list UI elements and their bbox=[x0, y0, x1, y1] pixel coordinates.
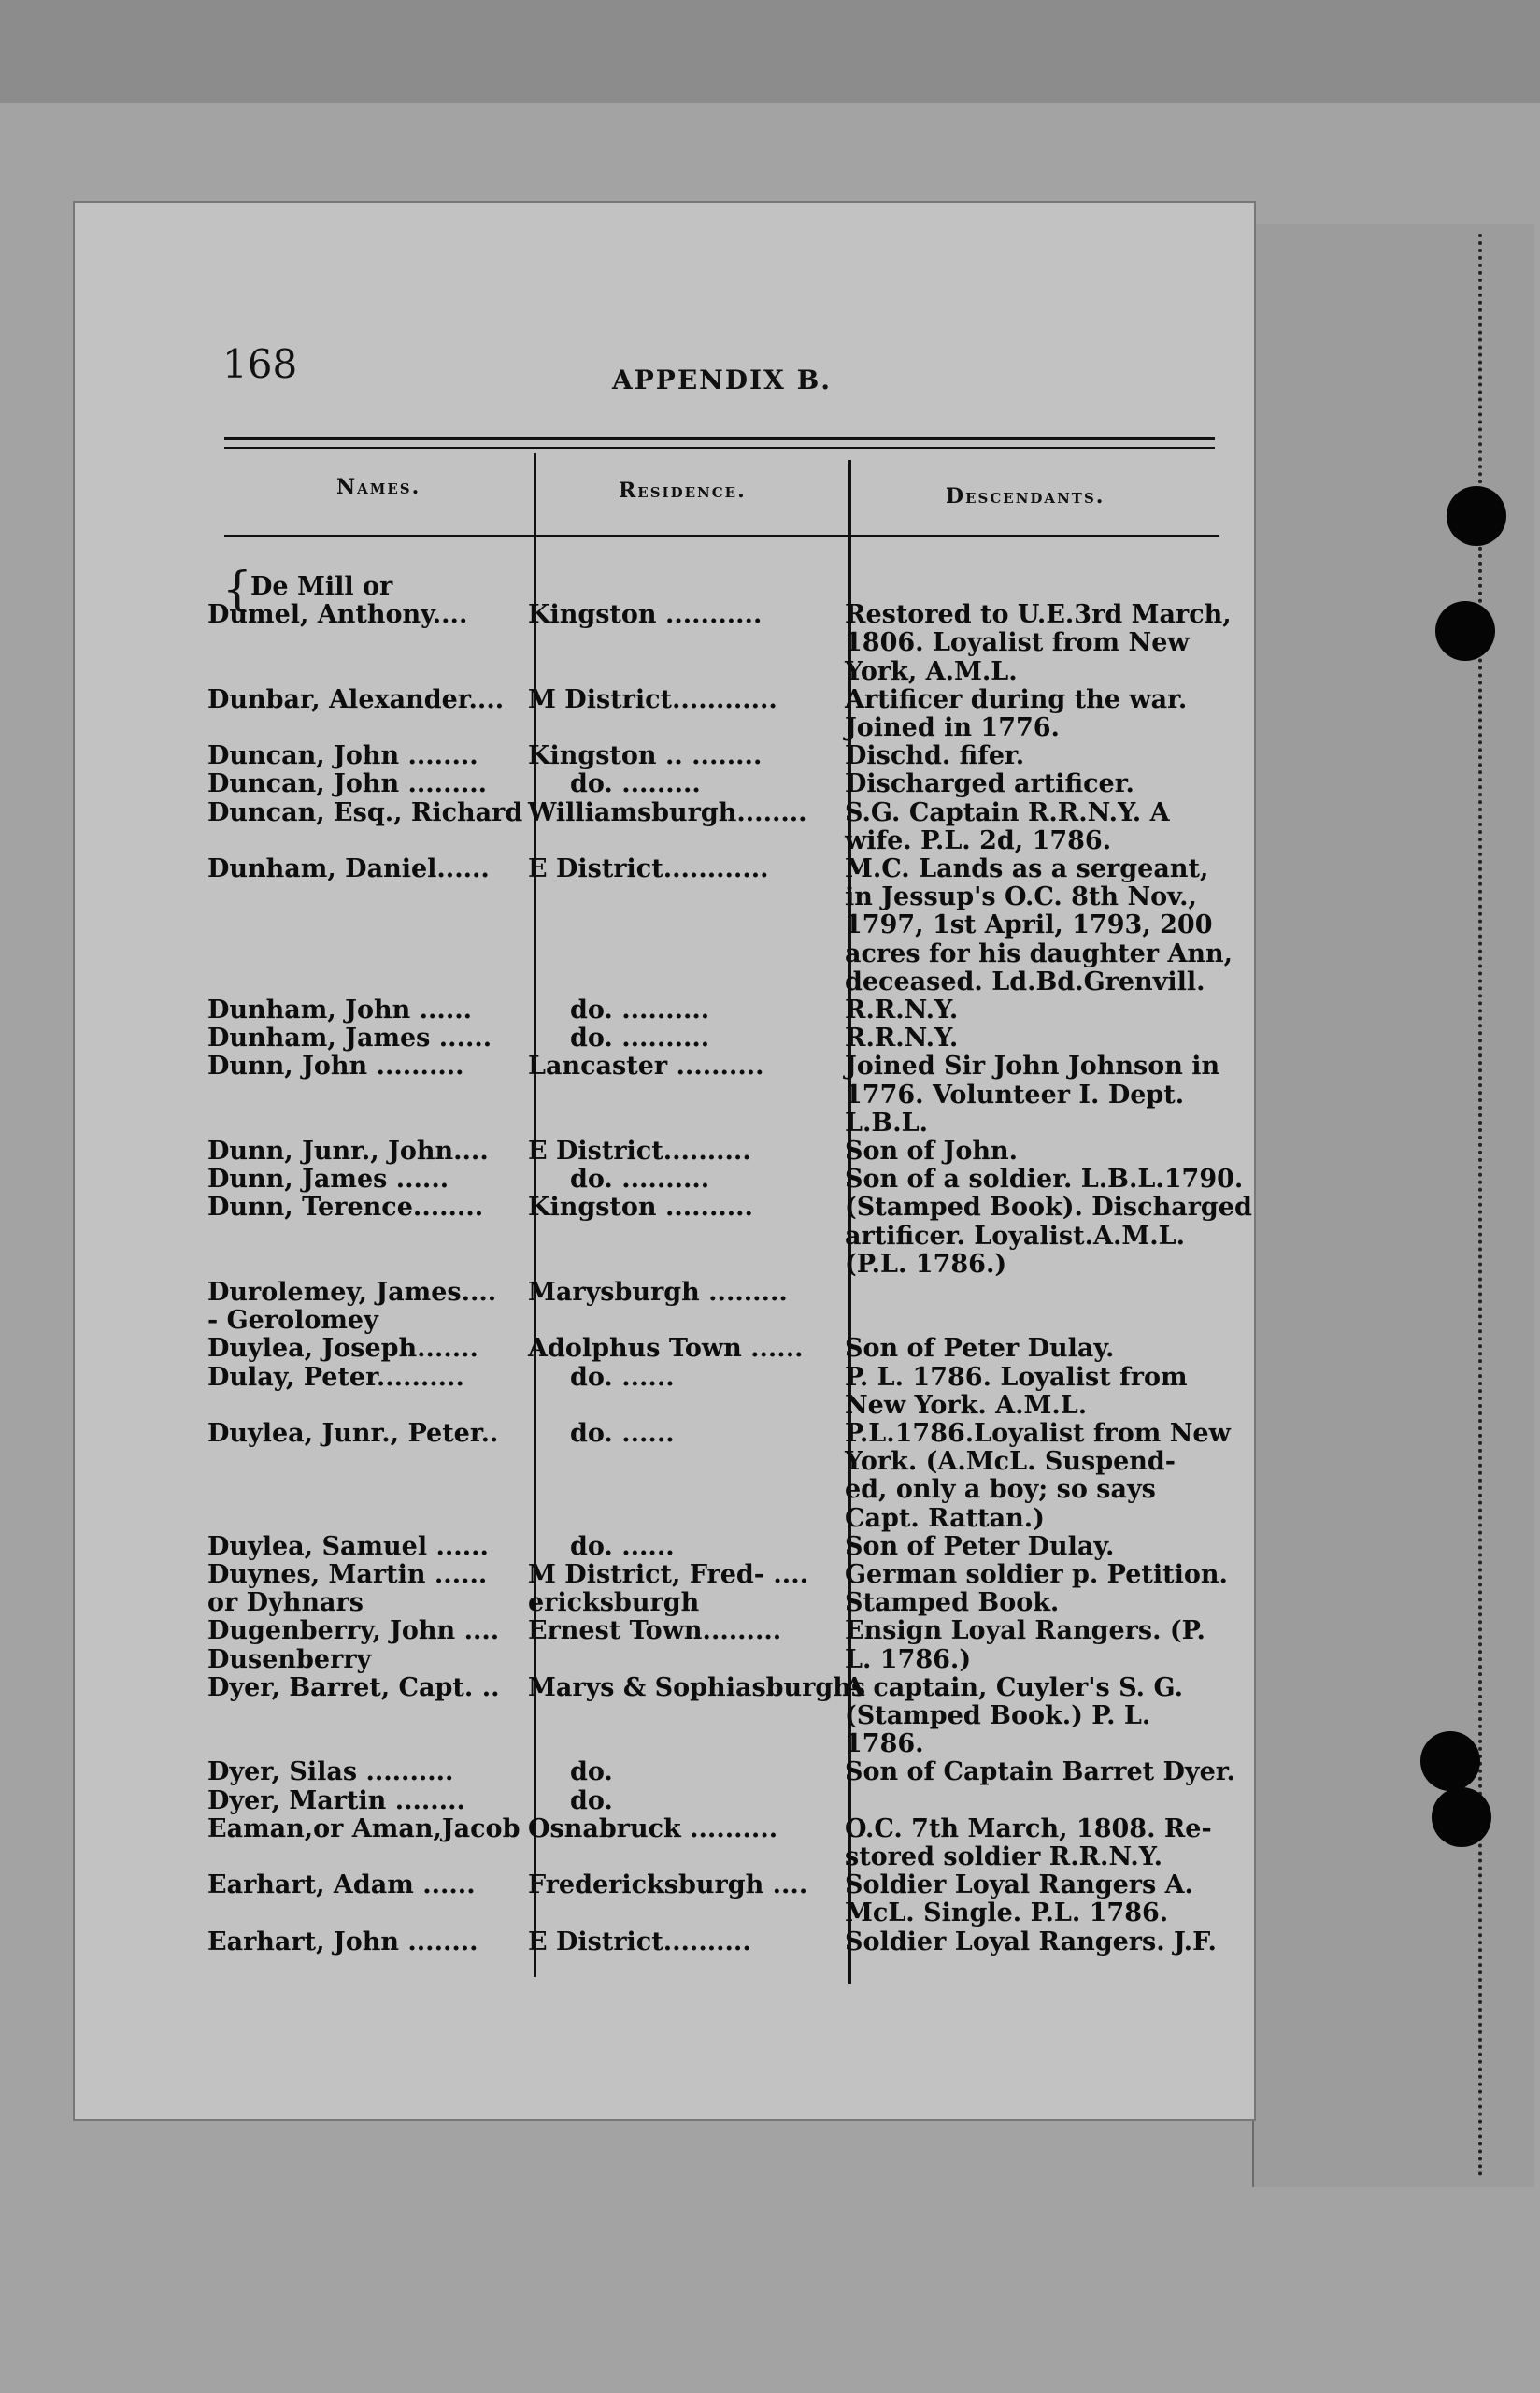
punch-hole bbox=[1447, 486, 1506, 546]
descendants-cell: O.C. 7th March, 1808. Re- bbox=[845, 1813, 1212, 1843]
name-cell: Dunn, James ...... bbox=[207, 1165, 449, 1195]
residence-cell: M District............ bbox=[528, 684, 777, 714]
name-cell: Dunham, John ...... bbox=[207, 996, 473, 1025]
name-cell: - Gerolomey bbox=[207, 1306, 378, 1336]
header-bottom-rule bbox=[224, 535, 1219, 537]
name-cell: or Dyhnars bbox=[207, 1588, 364, 1618]
descendants-cell: Ensign Loyal Rangers. (P. bbox=[845, 1616, 1205, 1646]
descendants-cell: (Stamped Book). Discharged bbox=[845, 1193, 1252, 1223]
residence-cell: do. ...... bbox=[570, 1419, 675, 1448]
name-cell: Earhart, Adam ...... bbox=[207, 1870, 476, 1900]
residence-cell: do. ......... bbox=[570, 769, 701, 799]
descendants-cell: (P.L. 1786.) bbox=[845, 1249, 1007, 1279]
name-cell: Dumel, Anthony.... bbox=[207, 600, 468, 630]
name-cell: Dugenberry, John .... bbox=[207, 1616, 500, 1646]
residence-cell: Williamsburgh........ bbox=[528, 797, 807, 827]
column-header-residence: Residence. bbox=[619, 479, 747, 503]
name-cell: Durolemey, James.... bbox=[207, 1278, 497, 1307]
name-cell: Duylea, Junr., Peter.. bbox=[207, 1419, 499, 1448]
name-cell: Dunbar, Alexander.... bbox=[207, 684, 505, 714]
descendants-cell: Son of John. bbox=[845, 1137, 1019, 1166]
descendants-cell: Joined in 1776. bbox=[845, 713, 1060, 742]
descendants-cell: L.B.L. bbox=[845, 1108, 928, 1138]
descendants-cell: S.G. Captain R.R.N.Y. A bbox=[845, 797, 1170, 827]
name-cell: De Mill or bbox=[250, 572, 393, 601]
name-cell: Dunn, Terence........ bbox=[207, 1193, 484, 1223]
residence-cell: Adolphus Town ...... bbox=[528, 1334, 804, 1364]
table-row bbox=[0, 1927, 1540, 1965]
descendants-cell: Son of Peter Dulay. bbox=[845, 1334, 1115, 1364]
residence-cell: ericksburgh bbox=[528, 1588, 700, 1618]
name-cell: Dulay, Peter.......... bbox=[207, 1362, 464, 1392]
descendants-cell: Son of a soldier. L.B.L.1790. bbox=[845, 1165, 1244, 1195]
residence-cell: Fredericksburgh .... bbox=[528, 1870, 808, 1900]
brace-mark: { bbox=[222, 562, 252, 616]
descendants-cell: York, A.M.L. bbox=[845, 656, 1018, 686]
page-number: 168 bbox=[222, 341, 298, 387]
residence-cell: do. .......... bbox=[570, 996, 710, 1025]
descendants-cell: Artificer during the war. bbox=[845, 684, 1188, 714]
name-cell: Dunham, Daniel...... bbox=[207, 854, 490, 883]
descendants-cell: Discharged artificer. bbox=[845, 769, 1134, 799]
residence-cell: do. bbox=[570, 1785, 613, 1815]
name-cell: Duylea, Joseph....... bbox=[207, 1334, 478, 1364]
residence-cell: E District............ bbox=[528, 854, 769, 883]
residence-cell: Kingston .......... bbox=[528, 1193, 753, 1223]
descendants-cell: A captain, Cuyler's S. G. bbox=[845, 1672, 1183, 1702]
descendants-cell: Soldier Loyal Rangers A. bbox=[845, 1870, 1193, 1900]
descendants-cell: 1806. Loyalist from New bbox=[845, 628, 1190, 658]
name-cell: Eaman,or Aman,Jacob bbox=[207, 1813, 520, 1843]
descendants-cell: stored soldier R.R.N.Y. bbox=[845, 1842, 1162, 1871]
descendants-cell: wife. P.L. 2d, 1786. bbox=[845, 825, 1112, 855]
residence-cell: E District.......... bbox=[528, 1927, 751, 1956]
residence-cell: do. ...... bbox=[570, 1362, 675, 1392]
residence-cell: Marysburgh ......... bbox=[528, 1278, 788, 1307]
descendants-cell: ed, only a boy; so says bbox=[845, 1475, 1156, 1505]
descendants-cell: in Jessup's O.C. 8th Nov., bbox=[845, 882, 1197, 912]
residence-cell: Kingston .. ........ bbox=[528, 741, 763, 771]
descendants-cell: deceased. Ld.Bd.Grenvill. bbox=[845, 967, 1205, 996]
descendants-cell: 1776. Volunteer I. Dept. bbox=[845, 1080, 1185, 1110]
name-cell: Dyer, Martin ........ bbox=[207, 1785, 465, 1815]
name-cell: Duylea, Samuel ...... bbox=[207, 1531, 489, 1561]
name-cell: Dunham, James ...... bbox=[207, 1024, 492, 1053]
descendants-cell: York. (A.McL. Suspend- bbox=[845, 1447, 1176, 1477]
descendants-cell: New York. A.M.L. bbox=[845, 1390, 1088, 1420]
name-cell: Dunn, John .......... bbox=[207, 1052, 464, 1082]
residence-cell: Osnabruck .......... bbox=[528, 1813, 778, 1843]
descendants-cell: R.R.N.Y. bbox=[845, 996, 959, 1025]
descendants-cell: R.R.N.Y. bbox=[845, 1024, 959, 1053]
residence-cell: do. .......... bbox=[570, 1165, 710, 1195]
descendants-cell: Soldier Loyal Rangers. J.F. bbox=[845, 1927, 1217, 1956]
residence-cell: E District.......... bbox=[528, 1137, 751, 1166]
column-header-names: Names. bbox=[336, 475, 421, 499]
descendants-cell: Joined Sir John Johnson in bbox=[845, 1052, 1220, 1082]
name-cell: Dusenberry bbox=[207, 1644, 372, 1674]
residence-cell: do. ...... bbox=[570, 1531, 675, 1561]
header-top-rule-2 bbox=[224, 447, 1215, 449]
name-cell: Dyer, Barret, Capt. .. bbox=[207, 1672, 500, 1702]
descendants-cell: 1786. bbox=[845, 1729, 924, 1759]
descendants-cell: artificer. Loyalist.A.M.L. bbox=[845, 1221, 1186, 1251]
descendants-cell: acres for his daughter Ann, bbox=[845, 939, 1233, 968]
descendants-cell: 1797, 1st April, 1793, 200 bbox=[845, 910, 1213, 940]
descendants-cell: M.C. Lands as a sergeant, bbox=[845, 854, 1209, 883]
descendants-cell: German soldier p. Petition. bbox=[845, 1560, 1228, 1589]
descendants-cell: P.L.1786.Loyalist from New bbox=[845, 1419, 1231, 1448]
name-cell: Duynes, Martin ...... bbox=[207, 1560, 488, 1589]
descendants-cell: McL. Single. P.L. 1786. bbox=[845, 1899, 1169, 1928]
residence-cell: do. bbox=[570, 1757, 613, 1787]
running-head: APPENDIX B. bbox=[612, 365, 833, 395]
residence-cell: Kingston ........... bbox=[528, 600, 763, 630]
descendants-cell: (Stamped Book.) P. L. bbox=[845, 1701, 1151, 1730]
descendants-cell: Son of Captain Barret Dyer. bbox=[845, 1757, 1235, 1787]
residence-cell: Ernest Town......... bbox=[528, 1616, 782, 1646]
descendants-cell: Stamped Book. bbox=[845, 1588, 1060, 1618]
descendants-cell: L. 1786.) bbox=[845, 1644, 972, 1674]
descendants-cell: Son of Peter Dulay. bbox=[845, 1531, 1115, 1561]
descendants-cell: Dischd. fifer. bbox=[845, 741, 1025, 771]
descendants-cell: Capt. Rattan.) bbox=[845, 1503, 1045, 1533]
top-margin-shadow bbox=[0, 0, 1540, 103]
name-cell: Earhart, John ........ bbox=[207, 1927, 478, 1956]
name-cell: Duncan, John ......... bbox=[207, 769, 488, 799]
name-cell: Duncan, Esq., Richard bbox=[207, 797, 523, 827]
residence-cell: M District, Fred- .... bbox=[528, 1560, 809, 1589]
name-cell: Dyer, Silas .......... bbox=[207, 1757, 454, 1787]
name-cell: Dunn, Junr., John.... bbox=[207, 1137, 489, 1166]
name-cell: Duncan, John ........ bbox=[207, 741, 478, 771]
descendants-cell: P. L. 1786. Loyalist from bbox=[845, 1362, 1188, 1392]
header-top-rule bbox=[224, 437, 1215, 440]
column-header-descendants: Descendants. bbox=[946, 484, 1105, 509]
residence-cell: Marys & Sophiasburghs bbox=[528, 1672, 866, 1702]
residence-cell: do. .......... bbox=[570, 1024, 710, 1053]
descendants-cell: Restored to U.E.3rd March, bbox=[845, 600, 1232, 630]
residence-cell: Lancaster .......... bbox=[528, 1052, 764, 1082]
